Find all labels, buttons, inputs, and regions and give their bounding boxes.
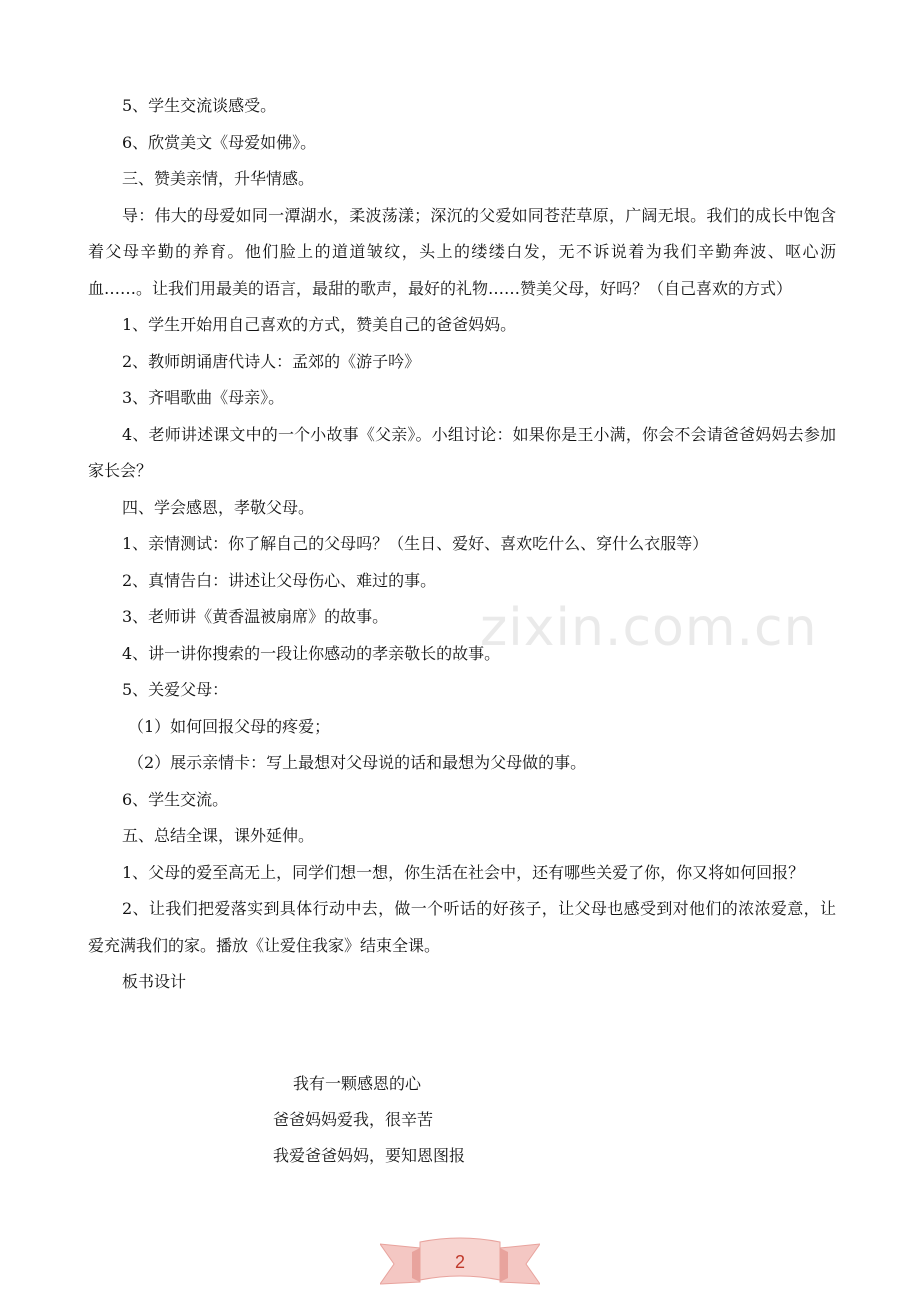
paragraph-item-3-huangxiang: 3、老师讲《黄香温被扇席》的故事。	[122, 607, 389, 626]
paragraph-item-1-praise: 1、学生开始用自己喜欢的方式，赞美自己的爸爸妈妈。	[122, 315, 517, 334]
paragraph-item-4-filial-story: 4、讲一讲你搜索的一段让你感动的孝亲敬长的故事。	[122, 643, 501, 663]
paragraph-item-4-story: 4、老师讲述课文中的一个小故事《父亲》。小组讨论：如果你是王小满，你会不会请爸爸妈妈去参加家长会？	[88, 424, 836, 480]
paragraph-item-6-exchange: 6、学生交流。	[122, 789, 229, 809]
ribbon-left-fold	[412, 1248, 420, 1282]
paragraph-item-2-confession: 2、真情告白：讲述让父母伤心、难过的事。	[122, 570, 437, 590]
page-number: 2	[454, 1252, 465, 1272]
board-line-2: 我爱爸爸妈妈，要知恩图报	[273, 1146, 466, 1165]
paragraph-item-5-care: 5、关爱父母：	[122, 680, 229, 699]
intro-paragraph: 导：伟大的母爱如同一潭湖水，柔波荡漾；深沉的父爱如同苍茫草原，广阔无垠。我们的成长中饱含着父母辛勤的养育。他们脸上的道道皱纹，头上的缕缕白发，无不诉说着为我们辛勤奔波、呕心沥血……。让我们用最美的语言，最甜的歌声，最好的礼物……赞美父母，好吗？（自己喜欢的方式）	[88, 205, 836, 298]
paragraph-summary-1: 1、父母的爱至高无上，同学们想一想，你生活在社会中，还有哪些关爱了你，你又将如何回报？	[122, 862, 805, 882]
board-design-heading: 板书设计	[122, 972, 187, 991]
paragraph-item-1-test: 1、亲情测试：你了解自己的父母吗？（生日、爱好、喜欢吃什么、穿什么衣服等）	[122, 534, 709, 553]
paragraph-item-5-exchange: 5、学生交流谈感受。	[122, 96, 277, 115]
paragraph-item-2-poem: 2、教师朗诵唐代诗人：孟郊的《游子吟》	[122, 351, 421, 371]
ribbon-right-fold	[500, 1248, 508, 1282]
body-text	[88, 88, 836, 1001]
sub-item-2: （2）展示亲情卡：写上最想对父母说的话和最想为父母做的事。	[128, 753, 587, 772]
board-title: 我有一颗感恩的心	[293, 1074, 422, 1093]
paragraph-summary-2: 2、让我们把爱落实到具体行动中去，做一个听话的好孩子，让父母也感受到对他们的浓浓爱意，让爱充满我们的家。播放《让爱住我家》结束全课。	[88, 899, 836, 955]
section-heading-3: 三、赞美亲情，升华情感。	[122, 169, 315, 188]
sub-item-1: （1）如何回报父母的疼爱；	[128, 716, 331, 736]
paragraph-item-6-essay: 6、欣赏美文《母爱如佛》。	[122, 132, 317, 152]
section-heading-4: 四、学会感恩，孝敬父母。	[122, 497, 315, 517]
section-heading-5: 五、总结全课，课外延伸。	[122, 826, 315, 845]
paragraph-item-3-song: 3、齐唱歌曲《母亲》。	[122, 388, 285, 407]
watermark: zixin.com.cn	[480, 598, 818, 658]
board-line-1: 爸爸妈妈爱我，很辛苦	[273, 1110, 434, 1129]
